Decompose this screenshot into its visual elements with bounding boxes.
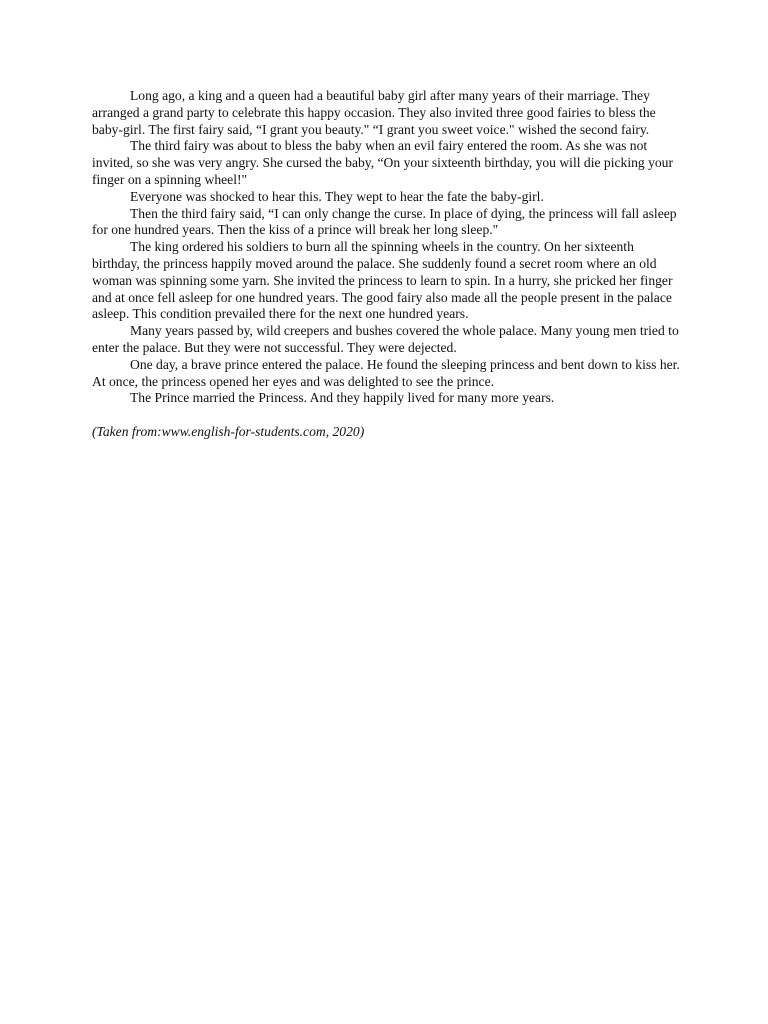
- paragraph-3: Everyone was shocked to hear this. They wept to hear the fate the baby-girl.: [130, 188, 544, 204]
- paragraph-6: Many years passed by, wild creepers and bushes covered the whole palace. Many young men tried to enter the palace. But they were not successful. They were dejected.: [92, 323, 679, 355]
- paragraph-1: Long ago, a king and a queen had a beautiful baby girl after many years of their marriage. They arranged a grand party to celebrate this happy occasion. They also invited three good fairies to bless the baby-girl. The first fairy said, “I grant you beauty." “I grant you sweet voice." wished the second fairy.: [92, 88, 656, 137]
- paragraph-5: The king ordered his soldiers to burn all the spinning wheels in the country. On her sixteenth birthday, the princess happily moved around the palace. She suddenly found a secret room where an old woman was spinning some yarn. She invited the princess to learn to spin. In a hurry, she pricked her finger and at once fell asleep for one hundred years. The good fairy also made all the people present in the palace asleep. This condition prevailed there for the next one hundred years.: [92, 239, 673, 322]
- paragraph-4: Then the third fairy said, “I can only change the curse. In place of dying, the princess will fall asleep for one hundred years. Then the kiss of a prince will break her long sleep.": [92, 205, 677, 238]
- paragraph-8: The Prince married the Princess. And they happily lived for many more years.: [130, 390, 555, 406]
- paragraph-2: The third fairy was about to bless the baby when an evil fairy entered the room. As she was not invited, so she was very angry. She cursed the baby, “On your sixteenth birthday, you will die picking your finger on a spinning wheel!": [92, 138, 674, 187]
- document-body: [92, 88, 680, 441]
- paragraph-7: One day, a brave prince entered the palace. He found the sleeping princess and bent down to kiss her. At once, the princess opened her eyes and was delighted to see the prince.: [92, 356, 680, 389]
- source-citation: (Taken from:www.english-for-students.com, 2020): [92, 424, 365, 440]
